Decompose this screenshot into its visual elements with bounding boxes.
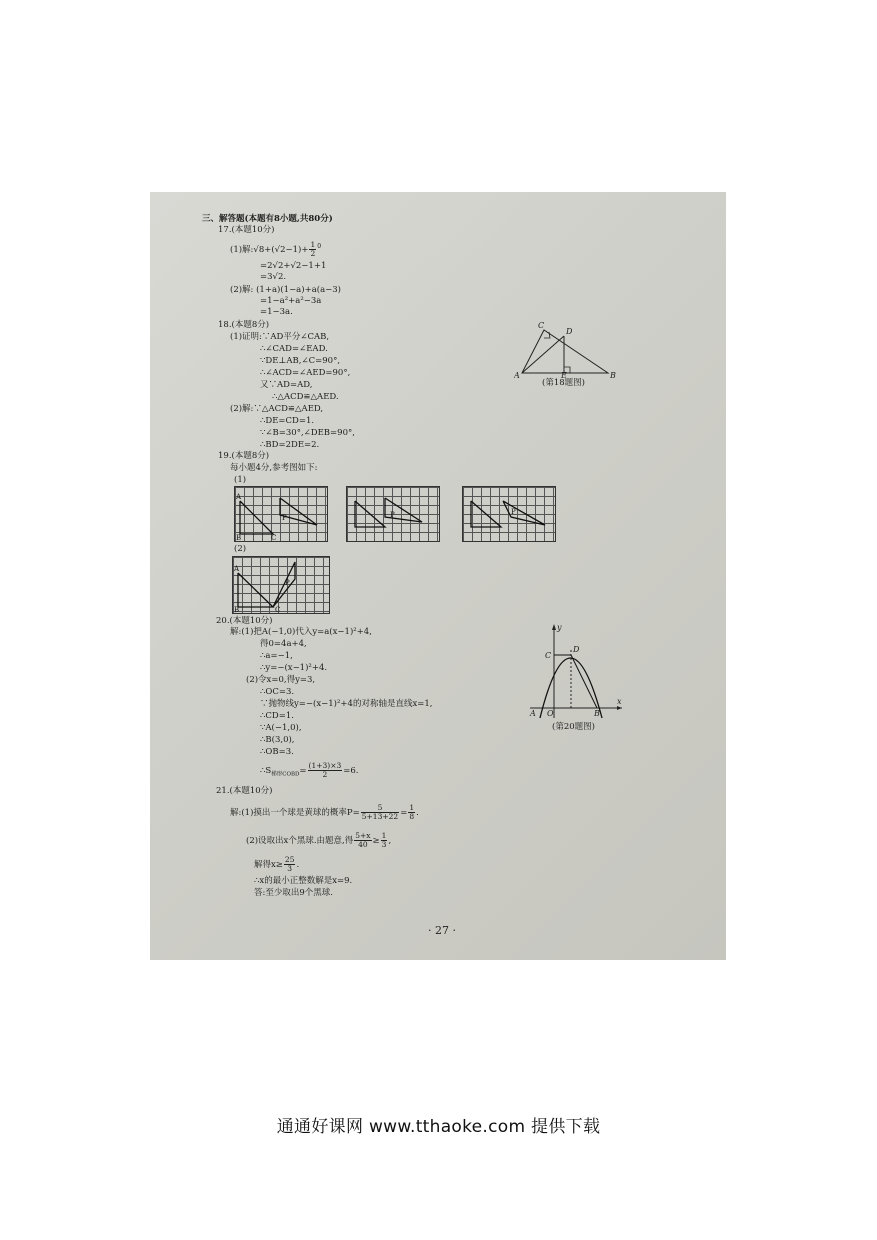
fig-label-o: O xyxy=(547,709,554,718)
fig-label-c: C xyxy=(545,651,552,660)
grid-label-p: P xyxy=(511,508,516,516)
q21-line1: 解:(1)摸出一个球是黄球的概率P= $\frac{5}{5+13+22}$ = $\frac{1}{8}$ . xyxy=(230,803,419,821)
q20-line: (2)令x=0,得y=3, xyxy=(246,675,316,685)
q21-line3: 解得x≥ $\frac{25}{3}$ . xyxy=(254,855,300,873)
q21-heading: 21.(本题10分) xyxy=(216,786,273,796)
q20-line: ∵A(−1,0), xyxy=(260,723,302,733)
q17-heading: 17.(本题10分) xyxy=(218,225,275,235)
q17-part2-line1: (2)解: (1+a)(1−a)+a(a−3) xyxy=(230,285,341,295)
fig-label-d: D xyxy=(573,645,580,654)
grid-label-a: A xyxy=(236,493,242,501)
q20-line: 解:(1)把A(−1,0)代入y=a(x−1)²+4, xyxy=(230,627,372,637)
q18-line: ∵DE⊥AB,∠C=90°, xyxy=(260,356,341,366)
q20-parabola-figure xyxy=(526,620,626,736)
q18-line: ∴∠ACD=∠AED=90°, xyxy=(260,368,351,378)
q18-line: (1)证明:∵AD平分∠CAB, xyxy=(230,332,330,342)
page-number: · 27 · xyxy=(428,924,456,937)
q19-heading: 19.(本题8分) xyxy=(218,451,270,461)
fig-label-a: A xyxy=(530,709,536,718)
q18-line: ∵∠B=30°,∠DEB=90°, xyxy=(260,428,355,438)
q20-line: ∴y=−(x−1)²+4. xyxy=(260,663,328,673)
q21-line4: ∴x的最小正整数解是x=9. xyxy=(254,876,353,886)
q18-triangle-figure xyxy=(514,318,624,390)
q20-line: ∵抛物线y=−(x−1)²+4的对称轴是直线x=1, xyxy=(260,699,433,709)
q18-line: 又∵AD=AD, xyxy=(260,380,313,390)
grid-label-p: P xyxy=(390,511,395,519)
section-title: 三、解答题(本题有8小题,共80分) xyxy=(202,214,333,224)
q17-part1-line1: (1)解:√8+(√2−1)+ $\frac{1}{2}$ $^0$ xyxy=(230,240,322,258)
fig-label-b: B xyxy=(594,709,600,718)
fig-label-b: B xyxy=(610,371,616,378)
bleed-through-text xyxy=(550,212,720,912)
grid-label-a: A xyxy=(234,565,240,573)
footer-watermark: 通通好课网 www.tthaoke.com 提供下载 xyxy=(276,1117,601,1137)
q20-line: ∴OB=3. xyxy=(260,747,294,757)
grid-label-b: B xyxy=(236,534,242,541)
q17-part1-step3: =3√2. xyxy=(260,272,287,282)
q21-line5: 答:至少取出9个黑球. xyxy=(254,888,333,898)
q18-line: ∴BD=2DE=2. xyxy=(260,440,320,450)
q18-line: (2)解:∵△ACD≌△AED, xyxy=(230,404,324,414)
fig-label-x: x xyxy=(617,697,622,706)
grid-label-p: P xyxy=(282,514,287,522)
q20-line: ∴B(3,0), xyxy=(260,735,295,745)
q20-line: ∴OC=3. xyxy=(260,687,295,697)
q20-figure-caption: (第20题图) xyxy=(552,722,595,732)
grid-label-p: P xyxy=(285,579,290,587)
q18-line: ∴∠CAD=∠EAD. xyxy=(260,344,328,354)
q20-line: ∴a=−1, xyxy=(260,651,293,661)
q19-grid-3 xyxy=(462,486,556,542)
q17-part1-step2: =2√2+√2−1+1 xyxy=(260,261,327,271)
q20-area-formula: $\therefore S_{梯形COBD}=$ $\frac{(1+3)\times 3}{2}$ =6. xyxy=(260,761,359,779)
q18-line: ∴△ACD≌△AED. xyxy=(272,392,339,402)
q18-heading: 18.(本题8分) xyxy=(218,320,270,330)
q19-grid-2 xyxy=(346,486,440,542)
q20-line: ∴CD=1. xyxy=(260,711,294,721)
q18-line: ∴DE=CD=1. xyxy=(260,416,315,426)
q19-intro: 每小题4分,参考图如下: xyxy=(230,463,318,473)
scanned-page-photo xyxy=(150,192,726,960)
fig-label-y: y xyxy=(557,623,562,632)
q18-figure-caption: (第18题图) xyxy=(542,378,585,388)
q19-grid-1 xyxy=(234,486,328,542)
q19-part1-label: (1) xyxy=(234,475,247,485)
q17-part2-step3: =1−3a. xyxy=(260,307,293,317)
q17-part2-step2: =1−a²+a²−3a xyxy=(260,296,322,306)
fig-label-e: E xyxy=(561,371,567,378)
grid-label-c: C xyxy=(271,534,277,541)
fig-label-d: D xyxy=(566,327,573,336)
q20-heading: 20.(本题10分) xyxy=(216,616,273,626)
q21-line2: (2)设取出x个黑球.由题意,得 $\frac{5+x}{40}$ ≥ $\frac{1}{3}$ , xyxy=(246,831,392,849)
fig-label-a: A xyxy=(514,371,520,378)
q20-line: 得0=4a+4, xyxy=(260,639,307,649)
fig-label-c: C xyxy=(538,321,545,330)
grid-label-b: B xyxy=(234,606,240,613)
grid-label-c: C xyxy=(275,606,281,613)
q19-part2-label: (2) xyxy=(234,544,247,554)
q19-grid-4 xyxy=(232,556,330,614)
